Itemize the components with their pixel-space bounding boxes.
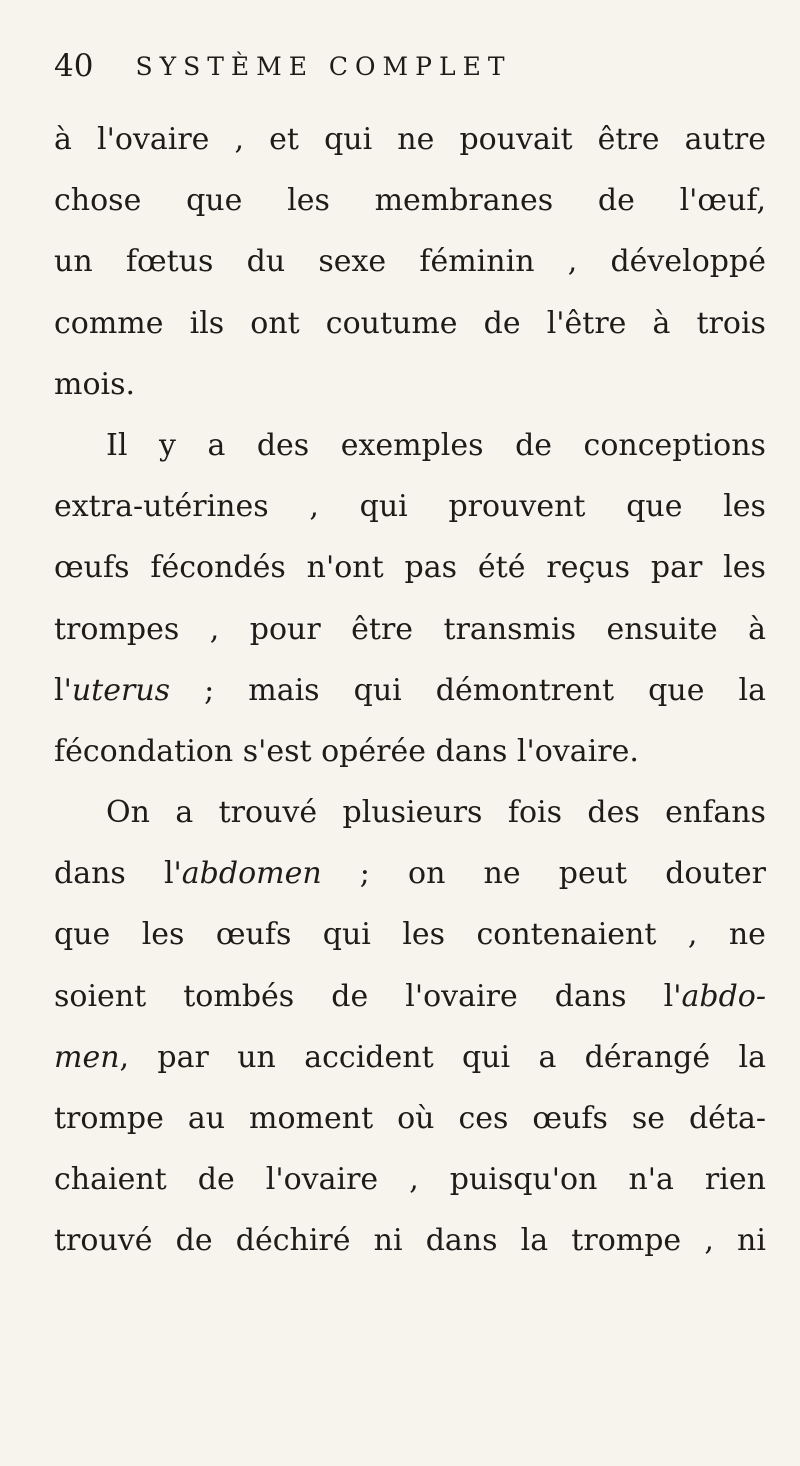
word: un xyxy=(237,1039,276,1075)
word: extra-utérines xyxy=(54,489,269,525)
word: que xyxy=(186,183,243,219)
word: y xyxy=(158,427,176,463)
text-line xyxy=(54,975,766,1036)
word: qui xyxy=(461,1039,511,1075)
word: puisqu'on xyxy=(449,1162,598,1198)
text-line xyxy=(54,852,766,913)
word: au xyxy=(187,1101,226,1136)
word: fécondation xyxy=(54,733,234,769)
word: ensuite xyxy=(606,611,718,647)
running-title: SYSTÈME COMPLET xyxy=(135,51,512,81)
word: dérangé xyxy=(584,1039,711,1075)
word: transmis xyxy=(443,611,576,647)
word: dans xyxy=(54,856,126,892)
word: l'être xyxy=(546,305,627,341)
word: fœtus xyxy=(125,244,214,280)
word: rien xyxy=(704,1162,766,1198)
word: démontrent xyxy=(435,672,615,708)
word: trompe xyxy=(54,1101,164,1136)
word: fécondés xyxy=(150,550,286,586)
word: On xyxy=(106,795,150,831)
text-line xyxy=(54,240,766,301)
word: qui xyxy=(324,122,373,157)
text-line xyxy=(54,179,766,240)
word: ; xyxy=(204,672,215,708)
word: opérée xyxy=(321,733,426,769)
word: de xyxy=(197,1162,235,1198)
word: de xyxy=(483,305,521,341)
word: à xyxy=(652,305,671,341)
word: les xyxy=(402,917,446,953)
word: de xyxy=(331,978,369,1014)
text-line xyxy=(54,608,766,669)
word: les xyxy=(723,489,766,525)
word: accident xyxy=(304,1039,434,1075)
text-line xyxy=(54,1097,766,1158)
word: chose xyxy=(54,183,142,219)
word: chaient xyxy=(54,1162,167,1198)
word: dans xyxy=(435,733,508,769)
word: s'est xyxy=(242,733,312,769)
word: l'ovaire xyxy=(96,122,210,157)
text-line xyxy=(54,363,766,424)
word: exemples xyxy=(340,427,484,463)
word: développé xyxy=(610,244,766,280)
text-line xyxy=(54,1036,766,1097)
word: , xyxy=(234,122,245,157)
word: que xyxy=(54,917,111,953)
text-line xyxy=(54,485,766,546)
word: ne xyxy=(483,856,521,892)
word: , xyxy=(567,244,578,280)
word: douter xyxy=(665,856,766,892)
word: membranes xyxy=(374,183,554,219)
word: a xyxy=(175,795,194,831)
text-line xyxy=(54,424,766,485)
text-line xyxy=(54,118,766,179)
word: dans xyxy=(554,978,627,1014)
word: a xyxy=(538,1039,557,1075)
word: l'uterus xyxy=(54,672,171,708)
body-text xyxy=(54,118,766,1281)
text-line xyxy=(54,302,766,363)
word: ces xyxy=(458,1101,509,1136)
word: n'a xyxy=(628,1162,674,1198)
word: à xyxy=(54,122,72,157)
word: que xyxy=(648,672,705,708)
page-header xyxy=(54,46,512,86)
word: dans xyxy=(425,1223,498,1259)
word: trouvé xyxy=(54,1223,153,1259)
word: contenaient xyxy=(476,917,657,953)
word: œufs xyxy=(215,917,292,953)
word: soient xyxy=(54,978,147,1014)
word: et xyxy=(269,122,299,157)
text-line xyxy=(54,913,766,974)
word: de xyxy=(597,183,635,219)
word: ne xyxy=(397,122,435,157)
word: coutume xyxy=(325,305,458,341)
text-line xyxy=(54,791,766,852)
word: ni xyxy=(373,1223,403,1259)
word: sexe xyxy=(318,244,387,280)
word: des xyxy=(256,427,310,463)
word: les xyxy=(723,550,766,586)
word: l'abdomen xyxy=(163,856,322,892)
word: que xyxy=(626,489,683,525)
word: par xyxy=(650,550,703,586)
word: du xyxy=(246,244,286,280)
page-number: 40 xyxy=(54,48,94,84)
word: œufs xyxy=(532,1101,608,1136)
word: ni xyxy=(737,1223,766,1259)
word: , xyxy=(209,611,220,647)
word: a xyxy=(207,427,226,463)
word: enfans xyxy=(665,795,766,831)
word: ont xyxy=(250,305,300,341)
word: pour xyxy=(249,611,321,647)
word: reçus xyxy=(546,550,630,586)
word: , xyxy=(309,489,319,525)
word: fois xyxy=(507,795,562,831)
word: trois xyxy=(696,305,766,341)
word: à xyxy=(748,611,766,647)
word: la xyxy=(738,672,766,708)
text-line xyxy=(54,730,766,791)
word: peut xyxy=(558,856,628,892)
word: été xyxy=(477,550,526,586)
text-line xyxy=(54,669,766,730)
word: on xyxy=(408,856,446,892)
word: pas xyxy=(404,550,458,586)
word: les xyxy=(287,183,330,219)
word: être xyxy=(597,122,660,157)
word: de xyxy=(515,427,553,463)
text-line xyxy=(54,546,766,607)
word: les xyxy=(141,917,185,953)
word: tombés xyxy=(183,978,295,1014)
word: Il xyxy=(106,427,128,463)
word: l'ovaire xyxy=(405,978,518,1014)
word: un xyxy=(54,244,93,280)
word: pouvait xyxy=(459,122,573,157)
word: l'abdo- xyxy=(663,978,766,1014)
word: la xyxy=(738,1039,766,1075)
word: n'ont xyxy=(306,550,384,586)
word: des xyxy=(587,795,640,831)
word: men, xyxy=(54,1039,130,1075)
word: ils xyxy=(189,305,225,341)
word: l'ovaire. xyxy=(516,733,639,769)
word: , xyxy=(687,917,698,953)
word: l'œuf, xyxy=(679,183,766,219)
word: où xyxy=(397,1101,435,1136)
word: , xyxy=(409,1162,419,1198)
word: mois. xyxy=(54,366,136,402)
word: par xyxy=(157,1039,209,1075)
word: œufs xyxy=(54,550,130,586)
word: autre xyxy=(684,122,766,157)
word: déta- xyxy=(688,1101,766,1136)
word: , xyxy=(704,1223,714,1259)
word: la xyxy=(520,1223,549,1259)
word: plusieurs xyxy=(342,795,483,831)
word: ne xyxy=(728,917,766,953)
text-line xyxy=(54,1158,766,1219)
word: qui xyxy=(359,489,408,525)
word: qui xyxy=(353,672,402,708)
word: trompe xyxy=(571,1223,682,1259)
word: qui xyxy=(322,917,371,953)
word: prouvent xyxy=(448,489,586,525)
word: se xyxy=(631,1101,665,1136)
word: féminin xyxy=(419,244,535,280)
word: moment xyxy=(249,1101,374,1136)
word: ; xyxy=(359,856,370,892)
word: mais xyxy=(248,672,320,708)
word: trouvé xyxy=(218,795,318,831)
word: comme xyxy=(54,305,164,341)
word: déchiré xyxy=(235,1223,351,1259)
word: être xyxy=(351,611,414,647)
word: l'ovaire xyxy=(265,1162,379,1198)
word: de xyxy=(175,1223,213,1259)
text-line xyxy=(54,1219,766,1280)
word: conceptions xyxy=(583,427,766,463)
word: trompes xyxy=(54,611,180,647)
